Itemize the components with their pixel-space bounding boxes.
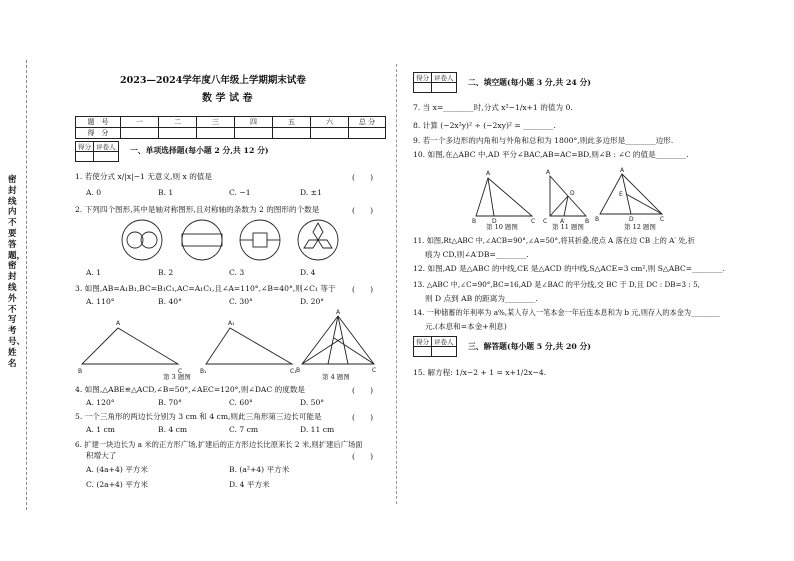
question-6: 6. 扩建一块边长为 a 米的正方形广场,扩建后的正方形边长比原来长 2 米,则扩建后广场面 [75, 440, 363, 449]
vertex-label: A [546, 169, 551, 176]
triangle-abc [600, 174, 662, 214]
grader-box [75, 141, 119, 162]
q10-figure [472, 170, 535, 225]
section1-heading: 一、单项选择题(每小题 2 分,共 12 分) [130, 146, 269, 155]
grader-score-cell[interactable] [414, 83, 432, 93]
option-b: B. 1 [158, 188, 174, 197]
question-5: 5. 一个三角形的两边长分别为 3 cm 和 4 cm,则此三角形第三边长可能是 [75, 412, 322, 421]
grader-score-label: 得分 [414, 337, 432, 347]
vertex-label: A₁ [228, 320, 235, 327]
segment-ad [488, 178, 494, 216]
option-a: A. 0 [86, 188, 102, 197]
vertex-label: B [296, 367, 301, 374]
figure-shape [313, 223, 323, 240]
figure-caption: 第 3 题图 [163, 373, 191, 381]
score-table-header-row [76, 117, 386, 128]
option-a: A. 1 [86, 268, 102, 277]
figure-two-circles [122, 220, 162, 260]
option-b: B. 40° [158, 297, 182, 306]
figure-caption: 第 10 题图 [486, 223, 518, 231]
option-b: B. 70° [158, 398, 182, 407]
figure-shape [122, 220, 162, 260]
grader-score-label: 得分 [76, 142, 94, 152]
score-cell: 一 [121, 117, 159, 128]
question-9: 9. 若一个多边形的内角和与外角和总和为 1800°,则此多边形是________边形. [413, 136, 674, 145]
question-13-cont: 则 D 点到 AB 的距离为________. [425, 294, 538, 303]
triangle-abc [476, 178, 532, 216]
score-cell: 三 [197, 117, 235, 128]
score-cell: 五 [273, 117, 311, 128]
question-4: 4. 如图,△ABE≌△ACD,∠B=50°,∠AEC=120°,则∠DAC 的度数是 [75, 385, 306, 394]
grader-score-cell[interactable] [76, 152, 94, 162]
grader-box [413, 72, 457, 93]
score-input-cell[interactable] [235, 128, 273, 139]
option-d: D. ±1 [300, 188, 322, 197]
vertex-label: B [585, 218, 590, 225]
q2-figures [120, 218, 350, 264]
answer-paren[interactable]: ( ) [352, 285, 374, 294]
question-10: 10. 如图,在△ABC 中,AD 平分∠BAC,AB=AC=BD,则∠B : ∠C 的值是________. [413, 150, 689, 159]
grader-reviewer-label: 评卷人 [94, 142, 119, 152]
question-12: 12. 如图,AD 是△ABC 的中线,CE 是△ACD 的中线,S△ACE=3 cm²,则 S△ABC=________. [413, 264, 725, 273]
section3-heading: 三、解答题(每小题 5 分,共 20 分) [468, 342, 591, 351]
segment-be [302, 338, 342, 364]
figure-caption: 第 12 题图 [624, 223, 656, 231]
option-c: C. 30° [229, 297, 253, 306]
answer-paren[interactable]: ( ) [352, 173, 374, 182]
figure-shape [182, 234, 222, 246]
grader-score-cell[interactable] [414, 347, 432, 357]
score-input-cell[interactable] [273, 128, 311, 139]
option-c: C. 60° [229, 398, 253, 407]
option-c: C. −1 [229, 188, 251, 197]
vertex-label: C₁ [290, 368, 297, 375]
triangle-abc [82, 328, 178, 364]
score-input-cell[interactable] [197, 128, 235, 139]
segment-cd [334, 338, 374, 364]
vertex-label: A′ [560, 218, 566, 225]
figure-shape [253, 233, 267, 247]
figure-circle-rect [182, 220, 222, 260]
grader-reviewer-label: 评卷人 [432, 73, 457, 83]
question-11-cont: 痕为 CD,则∠A′DB=________. [425, 250, 529, 259]
vertex-label: B [472, 218, 477, 225]
option-d: D. 4 [300, 268, 316, 277]
option-d: D. 4 平方米 [229, 480, 270, 489]
vertex-label: C [660, 216, 665, 223]
figure-circle-square [240, 220, 280, 260]
page-divider [396, 64, 397, 504]
question-1: 1. 若使分式 x/|x|−1 无意义,则 x 的值是 [75, 172, 212, 181]
option-c: C. 7 cm [229, 425, 259, 434]
vertex-label: A [620, 167, 625, 174]
option-d: D. 11 cm [300, 425, 335, 434]
question-15: 15. 解方程: 1/x−2 + 1 = x+1/2x−4. [413, 368, 547, 377]
vertex-label: B [78, 368, 83, 375]
answer-paren[interactable]: ( ) [352, 413, 374, 422]
grader-reviewer-cell[interactable] [432, 83, 457, 93]
segment-ce [626, 194, 662, 214]
triangle-a1b1c1 [206, 328, 292, 364]
score-input-cell[interactable] [349, 128, 386, 139]
fold-line [564, 196, 568, 216]
option-c: C. (2a+4) 平方米 [86, 480, 149, 489]
q11-figure [543, 169, 589, 225]
vertex-label: E [619, 191, 623, 198]
question-6-cont: 积增大了 [86, 451, 117, 460]
score-table [75, 116, 386, 139]
vertex-label: D [492, 218, 497, 225]
option-a: A. 1 cm [86, 425, 116, 434]
exam-title: 2023—2024学年度八年级上学期期末试卷 [120, 75, 306, 86]
grader-reviewer-cell[interactable] [432, 347, 457, 357]
grader-reviewer-label: 评卷人 [432, 337, 457, 347]
grader-score-label: 得分 [414, 73, 432, 83]
option-a: A. 120° [86, 398, 115, 407]
answer-area[interactable] [413, 384, 713, 494]
exam-subject: 数 学 试 卷 [202, 93, 253, 104]
figure-shape [304, 240, 318, 248]
question-14-cont: 元.(本息和=本金+利息) [425, 322, 507, 331]
grader-box [413, 336, 457, 357]
question-7: 7. 当 x=________时,分式 x²−1/x+1 的值为 0. [413, 103, 573, 112]
figure-shape [318, 240, 332, 248]
answer-paren[interactable]: ( ) [352, 386, 374, 395]
figure-caption: 第 4 题图 [322, 373, 350, 381]
score-cell: 四 [235, 117, 273, 128]
figure-caption: 第 11 题图 [552, 223, 584, 231]
vertex-label: C [543, 218, 548, 225]
question-8: 8. 计算 (−2x²y)² ÷ (−2xy)² = ________. [413, 121, 556, 130]
score-table-score-row [76, 128, 386, 139]
score-cell: 题 号 [76, 117, 121, 128]
score-cell: 二 [159, 117, 197, 128]
question-11: 11. 如图,Rt△ABC 中,∠ACB=90°,∠A=50°,将其折叠,使点 A 落在边 CB 上的 A′ 处,折 [413, 236, 695, 245]
seal-line [26, 60, 27, 510]
vertex-label: B₁ [200, 368, 207, 375]
score-cell: 得 分 [76, 128, 121, 139]
vertex-label: D [570, 190, 575, 197]
option-b: B. 2 [158, 268, 174, 277]
option-a: A. (4a+4) 平方米 [86, 465, 148, 474]
option-c: C. 3 [229, 268, 245, 277]
question-3: 3. 如图,AB=A₁B₁,BC=B₁C₁,AC=A₁C₁,且∠A=110°,∠B=40°,则∠C₁ 等于 [75, 284, 336, 293]
figure-shape [182, 220, 222, 260]
q3-figure [78, 318, 318, 374]
score-input-cell[interactable] [121, 128, 159, 139]
score-input-cell[interactable] [159, 128, 197, 139]
option-b: B. 4 cm [158, 425, 188, 434]
question-2: 2. 下列四个图形,其中是轴对称图形,且对称轴的条数为 2 的图形的个数是 [75, 205, 320, 214]
q10-11-12-figures [470, 168, 670, 224]
option-d: D. 20° [300, 297, 325, 306]
answer-paren[interactable]: ( ) [352, 452, 374, 461]
vertex-label: A [336, 309, 341, 316]
option-d: D. 50° [300, 398, 325, 407]
q4-figure [296, 309, 378, 374]
vertex-label: A [116, 320, 121, 327]
question-13: 13. △ABC 中,∠C=90°,BC=16,AD 是∠BAC 的平分线,交 BC 于 D,且 DC : DB=3 : 5, [413, 280, 700, 289]
section2-heading: 二、填空题(每小题 3 分,共 24 分) [468, 78, 591, 87]
vertex-label: A [486, 170, 491, 177]
vertex-label: C [531, 218, 536, 225]
score-input-cell[interactable] [311, 128, 349, 139]
option-b: B. (a²+4) 平方米 [229, 465, 290, 474]
vertex-label: C [178, 368, 183, 375]
grader-reviewer-cell[interactable] [94, 152, 119, 162]
score-cell: 总 分 [349, 117, 386, 128]
option-a: A. 110° [86, 297, 115, 306]
q12-figure [595, 167, 664, 223]
vertex-label: D [629, 216, 634, 223]
seal-line-notice: 密封线内不要答题，密封线外不写考号、姓名 [8, 175, 26, 369]
fold-crease [550, 196, 568, 216]
vertex-label: C [372, 367, 377, 374]
score-cell: 六 [311, 117, 349, 128]
answer-paren[interactable]: ( ) [352, 206, 374, 215]
question-14: 14. 一种储蓄的年利率为 a%,某人存入一笔本金一年后连本息和为 b 元,则存入的本金为________ [413, 308, 720, 317]
vertex-label: B [595, 216, 600, 223]
figure-mitsubishi [298, 220, 338, 260]
